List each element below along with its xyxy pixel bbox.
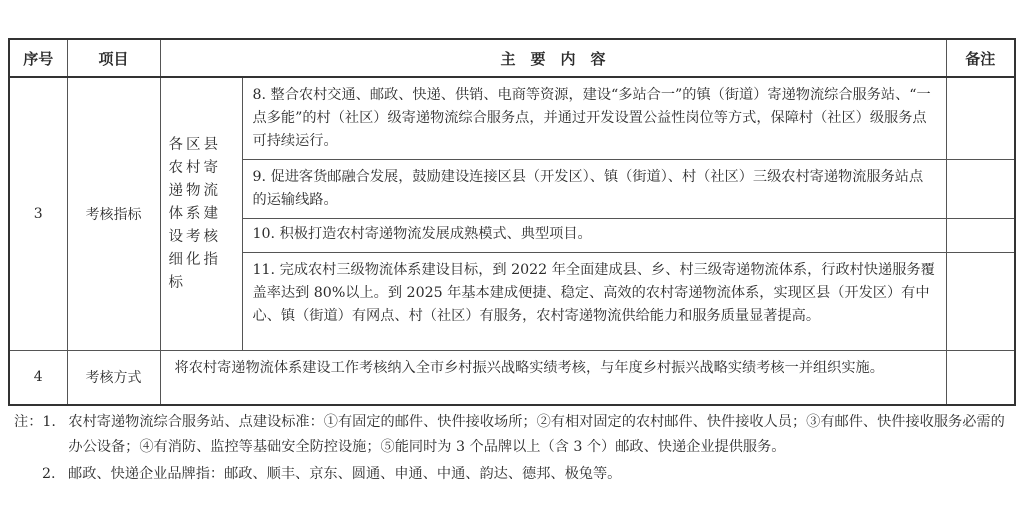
header-content: 主 要 内 容 bbox=[160, 39, 946, 77]
remark-cell bbox=[946, 160, 1015, 219]
notes-prefix: 注： bbox=[14, 414, 43, 430]
row-seq-4: 4 bbox=[9, 351, 67, 405]
content-line-9: 9. 促进客货邮融合发展，鼓励建设连接区县（开发区）、镇（街道）、村（社区）三级农村寄递物流服务站点的运输线路。 bbox=[242, 160, 946, 219]
assessment-table bbox=[8, 38, 1016, 406]
note-item-1 bbox=[14, 410, 1014, 460]
header-remark: 备注 bbox=[946, 39, 1015, 77]
header-seq: 序号 bbox=[9, 39, 67, 77]
notes-section bbox=[14, 410, 1014, 487]
row-item-kaohe-fangshi: 考核方式 bbox=[67, 351, 160, 405]
note-text: 邮政、快递企业品牌指：邮政、顺丰、京东、圆通、申通、中通、韵达、德邦、极兔等。 bbox=[68, 466, 622, 482]
row-sub-category: 各区县农村寄递物流体系建设考核细化指标 bbox=[160, 77, 242, 351]
note-number: 1. bbox=[42, 414, 56, 430]
remark-cell bbox=[946, 77, 1015, 160]
note-text: 农村寄递物流综合服务站、点建设标准：①有固定的邮件、快件接收场所；②有相对固定的农村邮件、快件接收人员；③有邮件、快件接收服务必需的办公设备；④有消防、监控等基础安全防控设施；⑤能同时为 3 个品牌以上（含 3 个）邮政、快递企业提供服务。 bbox=[68, 414, 1005, 455]
remark-cell bbox=[946, 253, 1015, 351]
remark-cell bbox=[946, 219, 1015, 253]
table-header-row bbox=[9, 39, 1015, 77]
table-row bbox=[9, 77, 1015, 160]
content-line-10: 10. 积极打造农村寄递物流发展成熟模式、典型项目。 bbox=[242, 219, 946, 253]
table-row bbox=[9, 351, 1015, 405]
content-line-11: 11. 完成农村三级物流体系建设目标，到 2022 年全面建成县、乡、村三级寄递物流体系，行政村快递服务覆盖率达到 80%以上。到 2025 年基本建成便捷、稳定、高效的农村寄递物流体系，实现区县（开发区）有中心、镇（街道）有网点、村（社区）有服务，农村寄递物流供给能力和服务质量显著提高。 bbox=[242, 253, 946, 351]
note-number: 2. bbox=[42, 466, 56, 482]
note-item-2 bbox=[14, 462, 1014, 487]
content-method: 将农村寄递物流体系建设工作考核纳入全市乡村振兴战略实绩考核，与年度乡村振兴战略实绩考核一并组织实施。 bbox=[160, 351, 946, 405]
header-item: 项目 bbox=[67, 39, 160, 77]
row-seq-3: 3 bbox=[9, 77, 67, 351]
remark-cell bbox=[946, 351, 1015, 405]
row-item-kaohe-zhibiao: 考核指标 bbox=[67, 77, 160, 351]
content-line-8: 8. 整合农村交通、邮政、快递、供销、电商等资源，建设“多站合一”的镇（街道）寄递物流综合服务站、“一点多能”的村（社区）级寄递物流综合服务点，并通过开发设置公益性岗位等方式，保障村（社区）级服务点可持续运行。 bbox=[242, 77, 946, 160]
